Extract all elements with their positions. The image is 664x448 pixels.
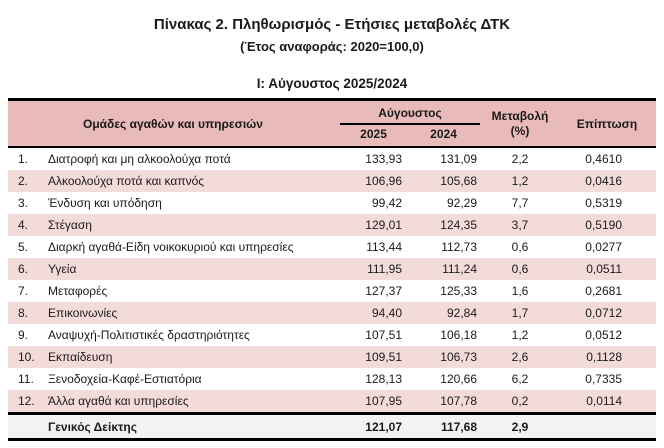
row-index-2024: 111,24 (442, 262, 477, 276)
row-number: 2. (18, 174, 29, 188)
row-category: Ένδυση και υπόδηση (48, 196, 162, 210)
row-category: Διαρκή αγαθά-Είδη νοικοκυριού και υπηρεσίες (48, 240, 294, 254)
table-row (8, 258, 656, 280)
row-category: Άλλα αγαθά και υπηρεσίες (48, 394, 189, 408)
row-index-2024: 107,78 (440, 394, 477, 408)
row-category: Εκπαίδευση (48, 350, 113, 364)
header-month-label: Αύγουστος (378, 106, 442, 120)
row-category: Στέγαση (48, 218, 92, 232)
cpi-table (8, 98, 656, 441)
row-index-2024: 106,18 (440, 328, 477, 342)
row-category: Διατροφή και μη αλκοολούχα ποτά (48, 152, 231, 166)
row-change-pct: 2,6 (511, 350, 529, 364)
row-index-2025: 133,93 (365, 152, 402, 166)
total-label: Γενικός Δείκτης (48, 419, 137, 434)
header-year-2024: 2024 (430, 127, 457, 141)
row-index-2025: 109,51 (365, 350, 402, 364)
row-number: 8. (18, 306, 29, 320)
row-change-pct: 6,2 (511, 372, 529, 386)
table-row (8, 368, 656, 390)
row-index-2025: 107,95 (365, 394, 402, 408)
header-month-group (338, 101, 482, 146)
row-number: 5. (18, 240, 29, 254)
total-index-2024: 117,68 (440, 419, 477, 434)
table-header-row (8, 101, 656, 148)
row-change-pct: 1,2 (511, 328, 529, 342)
header-groups: Ομάδες αγαθών και υπηρεσιών (83, 116, 263, 131)
table-row (8, 192, 656, 214)
table-row (8, 346, 656, 368)
row-impact: 0,0712 (585, 306, 622, 320)
table-row (8, 302, 656, 324)
row-impact: 0,7335 (585, 372, 622, 386)
row-number: 11. (18, 372, 34, 386)
row-index-2024: 112,73 (441, 240, 477, 254)
header-change-pct (482, 101, 558, 146)
row-impact: 0,5190 (585, 218, 622, 232)
row-number: 7. (18, 284, 29, 298)
row-index-2025: 129,01 (365, 218, 402, 232)
row-category: Αναψυχή-Πολιτιστικές δραστηριότητες (48, 328, 250, 342)
table-row (8, 214, 656, 236)
row-change-pct: 0,2 (511, 394, 529, 408)
row-impact: 0,4610 (585, 152, 622, 166)
row-change-pct: 1,2 (511, 174, 529, 188)
table-row (8, 170, 656, 192)
row-number: 10. (18, 350, 35, 364)
row-impact: 0,0277 (585, 240, 622, 254)
row-index-2025: 111,95 (367, 262, 402, 276)
row-number: 1. (18, 152, 29, 166)
table-row (8, 390, 656, 412)
header-years (340, 126, 480, 142)
row-category: Ξενοδοχεία-Καφέ-Εστιατόρια (48, 372, 202, 386)
row-index-2024: 106,73 (440, 350, 477, 364)
row-index-2024: 92,84 (446, 306, 477, 320)
row-index-2025: 106,96 (365, 174, 402, 188)
table-body (8, 148, 656, 412)
row-index-2024: 125,33 (440, 284, 477, 298)
row-change-pct: 3,7 (511, 218, 529, 232)
row-index-2025: 113,44 (366, 240, 402, 254)
row-category: Υγεία (48, 262, 77, 276)
row-index-2024: 120,66 (440, 372, 477, 386)
row-number: 12. (18, 394, 35, 408)
row-impact: 0,5319 (585, 196, 622, 210)
title-block (0, 0, 664, 55)
section-title: Ι: Αύγουστος 2025/2024 (256, 76, 408, 91)
row-index-2025: 127,37 (365, 284, 402, 298)
row-change-pct: 7,7 (511, 196, 529, 210)
row-change-pct: 1,6 (511, 284, 529, 298)
row-index-2025: 107,51 (365, 328, 402, 342)
row-impact: 0,0114 (586, 394, 622, 408)
row-index-2025: 99,42 (371, 196, 402, 210)
row-impact: 0,0511 (586, 262, 622, 276)
row-change-pct: 0,6 (511, 240, 529, 254)
row-number: 6. (18, 262, 29, 276)
table-row (8, 324, 656, 346)
table-row (8, 280, 656, 302)
row-category: Αλκοολούχα ποτά και καπνός (48, 174, 205, 188)
header-change-line2: (%) (510, 123, 530, 138)
header-month-underline (340, 123, 480, 125)
header-year-2025: 2025 (360, 127, 387, 141)
header-impact: Επίπτωση (576, 116, 638, 131)
row-impact: 0,0512 (585, 328, 622, 342)
row-number: 9. (18, 328, 29, 342)
row-category: Μεταφορές (48, 284, 108, 298)
total-index-2025: 121,07 (365, 419, 402, 434)
row-category: Επικοινωνίες (48, 306, 118, 320)
row-index-2025: 128,13 (365, 372, 402, 386)
row-impact: 0,1128 (586, 350, 622, 364)
row-change-pct: 2,2 (511, 152, 529, 166)
total-change-pct: 2,9 (511, 419, 529, 434)
row-index-2025: 94,40 (371, 306, 402, 320)
total-row (8, 412, 656, 438)
row-index-2024: 92,29 (446, 196, 477, 210)
header-change-line1: Μεταβολή (491, 108, 549, 123)
row-change-pct: 0,6 (511, 262, 529, 276)
table-row (8, 148, 656, 170)
table-row (8, 236, 656, 258)
page-subtitle: (Έτος αναφοράς: 2020=100,0) (240, 39, 424, 54)
row-index-2024: 105,68 (440, 174, 477, 188)
row-index-2024: 131,09 (440, 152, 477, 166)
row-impact: 0,2681 (585, 284, 622, 298)
row-number: 3. (18, 196, 29, 210)
row-change-pct: 1,7 (511, 306, 529, 320)
row-index-2024: 124,35 (440, 218, 477, 232)
row-number: 4. (18, 218, 29, 232)
row-impact: 0,0416 (585, 174, 622, 188)
page-title: Πίνακας 2. Πληθωρισμός - Ετήσιες μεταβολές ΔΤΚ (153, 16, 511, 33)
